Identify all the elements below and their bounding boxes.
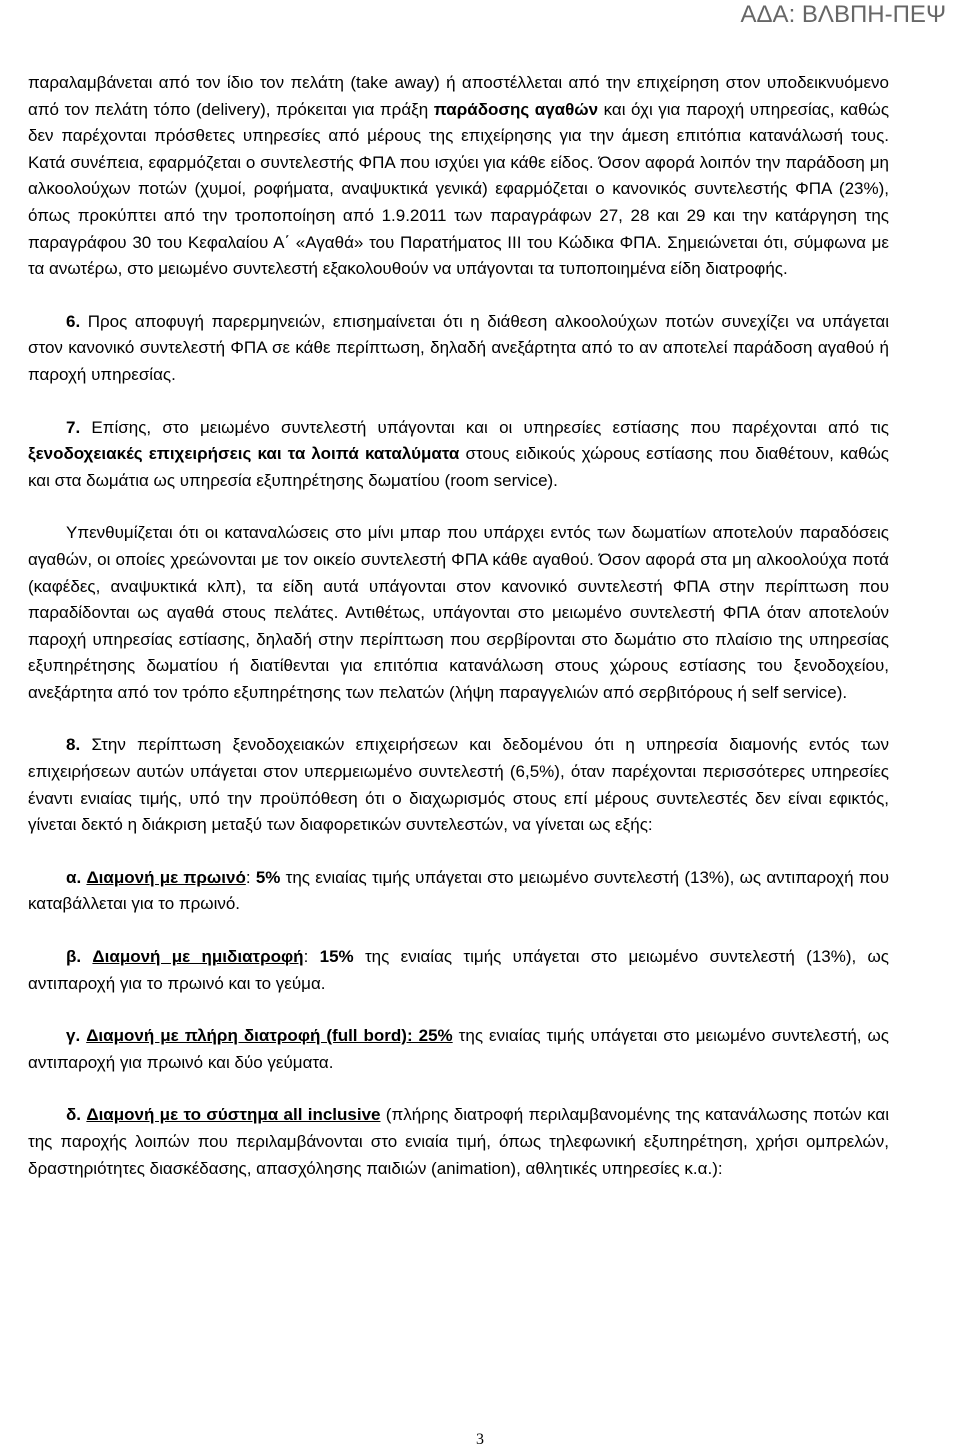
paragraph-7: 7. Επίσης, στο μειωμένο συντελεστή υπάγονται και οι υπηρεσίες εστίασης που παρέχονται από τις ξενοδοχειακές επιχειρήσεις και τα λοιπά καταλύματα στους ειδικούς χώρους εστίασης που διαθέτουν, καθώς και στα δωμάτια ως υπηρεσία εξυπηρέτησης δωματίου (room service). (28, 417, 889, 490)
paragraph-6-number: 6. (66, 311, 81, 331)
item-a-breakfast: α. Διαμονή με πρωινό: 5% της ενιαίας τιμής υπάγεται στο μειωμένο συντελεστή (13%), ως αντιπαροχή που καταβάλλεται για το πρωινό. (28, 867, 890, 914)
paragraph-6: 6. Προς αποφυγή παρερμηνειών, επισημαίνεται ότι η διάθεση αλκοολούχων ποτών συνεχίζει να υπάγεται στον κανονικό συντελεστή ΦΠΑ σε κάθε περίπτωση, δηλαδή ανεξάρτητα από το αν αποτελεί παράδοση αγαθού ή παροχή υπηρεσίας. (28, 311, 889, 384)
item-d-title: Διαμονή με το σύστημα all inclusive (86, 1105, 381, 1125)
paragraph-minibar: Υπενθυμίζεται ότι οι καταναλώσεις στο μίνι μπαρ που υπάρχει εντός των δωματίων αποτελούν παραδόσεις αγαθών, οι οποίες χρεώνονται με τον οικείο συντελεστή ΦΠΑ κάθε αγαθού. Όσον αφορά στα μη αλκοολούχα ποτά (καφέδες, αναψυκτικά κλπ), τα είδη αυτά υπάγονται στον κανονικό συντελεστή ΦΠΑ στην περίπτωση που παραδίδονται ως αγαθά στους πελάτες. Αντιθέτως, υπάγονται στο μειωμένο συντελεστή ΦΠΑ όταν αποτελούν παροχή υπηρεσίας εστίασης, δηλαδή στην περίπτωση που σερβίρονται στο δωμάτιο στο πλαίσιο της υπηρεσίας εξυπηρέτησης δωματίου ή διατίθενται για επιτόπια κατανάλωση στους χώρους εστίασης του ξενοδοχείου, ανεξάρτητα από τον τρόπο εξυπηρέτησης των πελατών (λήψη παραγγελιών από σερβιτόρους ή self service). (28, 523, 889, 702)
item-a-percent: 5% (255, 867, 281, 887)
item-b-label: β. (66, 947, 82, 967)
paragraph-8-number: 8. (66, 735, 81, 755)
bold-goods-delivery: παράδοσης αγαθών (433, 99, 599, 119)
ada-header: ΑΔΑ: ΒΛΒΠΗ-ΠΕΨ (740, 1, 946, 28)
paragraph-7-number: 7. (66, 417, 81, 437)
page-number: 3 (476, 1431, 484, 1448)
item-b-percent: 15% (319, 947, 354, 967)
item-c-title: Διαμονή με πλήρη διατροφή (full bord): 25% (86, 1026, 453, 1046)
item-a-title: Διαμονή με πρωινό (86, 867, 246, 887)
item-d-label: δ. (66, 1105, 82, 1125)
item-c-full-board: γ. Διαμονή με πλήρη διατροφή (full bord): 25% της ενιαίας τιμής υπάγεται στο μειωμένο συντελεστή, ως αντιπαροχή για πρωινό και δύο γεύματα. (28, 1026, 889, 1072)
item-a-label: α. (66, 867, 82, 887)
paragraph-8: 8. Στην περίπτωση ξενοδοχειακών επιχειρήσεων και δεδομένου ότι η υπηρεσία διαμονής εντός των επιχειρήσεων αυτών υπάγεται στον υπερμειωμένο συντελεστή (6,5%), όταν παρέχονται περισσότερες υπηρεσίες έναντι ενιαίας τιμής, υπό την προϋπόθεση ότι ο διαχωρισμός στους επί μέρους συντελεστές δεν είναι εφικτός, γίνεται δεκτό η διάκριση μεταξύ των διαφορετικών συντελεστών, να γίνεται ως εξής: (28, 735, 889, 835)
item-b-title: Διαμονή με ημιδιατροφή (92, 947, 304, 967)
paragraph-take-away: παραλαμβάνεται από τον ίδιο τον πελάτη (take away) ή αποστέλλεται από την επιχείρηση στον υποδεικνυόμενο από τον πελάτη τόπο (delivery), πρόκειται για πράξη παράδοσης αγαθών και όχι για παροχή υπηρεσίας, καθώς δεν παρέχονται πρόσθετες υπηρεσίες από μέρους της επιχείρησης για την άμεση επιτόπια κατανάλωσή τους. Κατά συνέπεια, εφαρμόζεται ο συντελεστής ΦΠΑ που ισχύει για κάθε είδος. Όσον αφορά λοιπόν την παράδοση μη αλκοολούχων ποτών (χυμοί, ροφήματα, αναψυκτικά γενικά) εφαρμόζεται ο κανονικός συντελεστής ΦΠΑ (23%), όπως προκύπτει από την τροποποίηση από 1.9.2011 των παραγράφων 27, 28 και 29 και την κατάργηση της παραγράφου 30 του Κεφαλαίου Α΄ «Αγαθά» του Παρατήματος ΙΙΙ του Κώδικα ΦΠΑ. Σημειώνεται ότι, σύμφωνα με τα ανωτέρω, στο μειωμένο συντελεστή εξακολουθούν να υπάγονται τα τυποποιημένα είδη διατροφής. (28, 73, 890, 279)
bold-hotel-businesses: ξενοδοχειακές επιχειρήσεις και τα λοιπά καταλύματα (28, 444, 460, 464)
item-b-half-board: β. Διαμονή με ημιδιατροφή: 15% της ενιαίας τιμής υπάγεται στο μειωμένο συντελεστή (13%), ως αντιπαροχή για το πρωινό και το γεύμα. (28, 947, 889, 993)
item-d-all-inclusive: δ. Διαμονή με το σύστημα all inclusive (πλήρης διατροφή περιλαμβανομένης της κατανάλωσης ποτών και της παροχής λοιπών που περιλαμβάνονται στο ενιαία τιμή, όπως τηλεφωνική εξυπηρέτηση, χρήσι ομπρελών, δραστηριότητες διασκέδασης, απασχόλησης παιδιών (animation), αθλητικές υπηρεσίες κ.α.): (28, 1105, 889, 1178)
item-c-label: γ. (66, 1026, 81, 1046)
document-body (28, 70, 889, 1182)
